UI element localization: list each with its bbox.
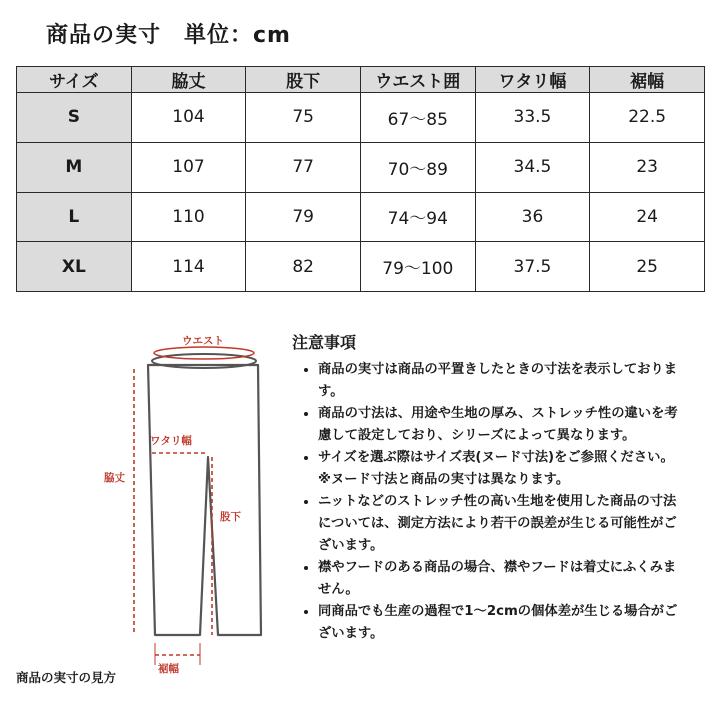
notes-list [292,359,682,645]
pants-measurement-diagram [100,325,290,685]
list-item: • 襟やフードのある商品の場合、襟やフードは着丈にふくみません。 [318,557,682,601]
table-row [17,192,705,242]
size-cell: XL [17,242,132,292]
table-cell: 82 [246,242,361,292]
table-cell: 77 [246,142,361,192]
table-cell: 67〜85 [360,93,475,143]
column-header: 脇丈 [131,67,246,93]
table-row [17,93,705,143]
size-cell: M [17,142,132,192]
table-cell: 114 [131,242,246,292]
table-cell: 22.5 [590,93,705,143]
table-cell: 36 [475,192,590,242]
table-cell: 110 [131,192,246,242]
list-item: • 商品の実寸は商品の平置きしたときの寸法を表示しております。 [318,359,682,403]
diagram-caption: 商品の実寸の見方 [16,670,117,685]
column-header: 裾幅 [590,67,705,93]
thigh-label: ワタリ幅 [150,435,192,447]
waist-label: ウエスト [182,335,224,347]
table-row [17,142,705,192]
table-cell: 37.5 [475,242,590,292]
table-cell: 79 [246,192,361,242]
column-header: ウエスト囲 [360,67,475,93]
table-cell: 34.5 [475,142,590,192]
pants-outline-icon [100,325,290,670]
column-header: ワタリ幅 [475,67,590,93]
list-item: • ニットなどのストレッチ性の高い生地を使用した商品の寸法については、測定方法により若干の誤差が生じる可能性がございます。 [318,491,682,557]
size-table [16,66,705,292]
side-length-label: 脇丈 [104,472,125,484]
list-item: • 同商品でも生産の過程で1〜2cmの個体差が生じる場合がございます。 [318,601,682,645]
inseam-label: 股下 [220,511,241,523]
table-cell: 79〜100 [360,242,475,292]
table-cell: 70〜89 [360,142,475,192]
table-cell: 24 [590,192,705,242]
table-cell: 104 [131,93,246,143]
table-cell: 23 [590,142,705,192]
list-item: • サイズを選ぶ際はサイズ表(ヌード寸法)をご参照ください。※ヌード寸法と商品の実寸は異なります。 [318,447,682,491]
table-header-row [17,67,705,93]
table-cell: 74〜94 [360,192,475,242]
table-cell: 75 [246,93,361,143]
hem-label: 裾幅 [158,663,179,675]
column-header: 股下 [246,67,361,93]
list-item: • 商品の寸法は、用途や生地の厚み、ストレッチ性の違いを考慮して設定しており、シリーズによって異なります。 [318,403,682,447]
table-cell: 107 [131,142,246,192]
table-cell: 25 [590,242,705,292]
page-title: 商品の実寸 単位：cm [46,23,291,48]
size-cell: S [17,93,132,143]
table-row [17,242,705,292]
notes-section [292,330,682,645]
size-cell: L [17,192,132,242]
column-header: サイズ [17,67,132,93]
notes-title: 注意事項 [292,333,357,352]
table-cell: 33.5 [475,93,590,143]
